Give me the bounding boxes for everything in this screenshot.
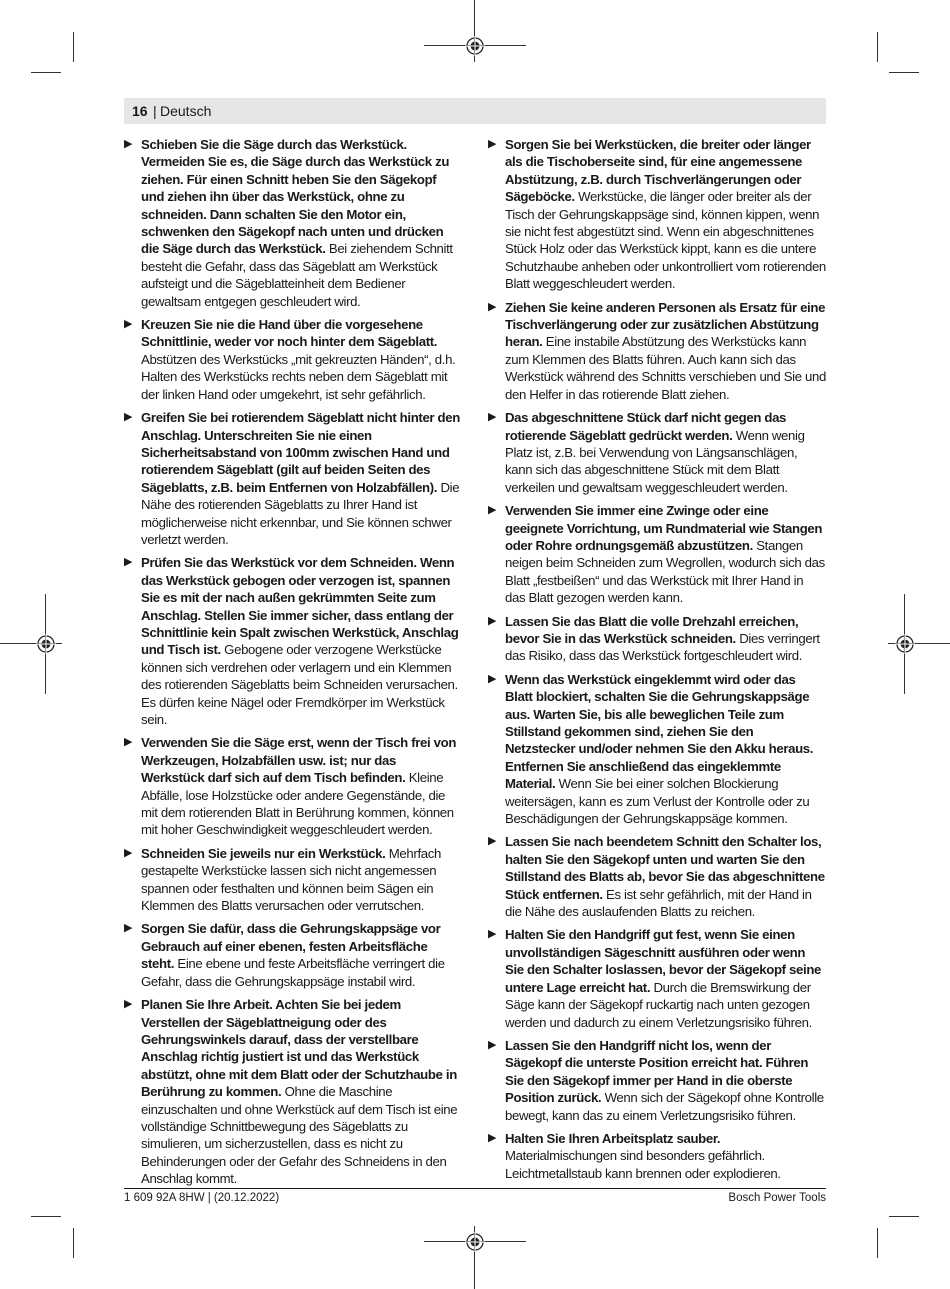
bullet-arrow-icon: ▶ — [488, 672, 497, 685]
instruction-bold-text: Sorgen Sie dafür, dass die Gehrungskappsäge vor Gebrauch auf einer ebenen, festen Arbeitsfläche steht. — [141, 921, 441, 972]
safety-instruction-item — [488, 502, 826, 606]
instruction-bold-text: Lassen Sie das Blatt die volle Drehzahl erreichen, bevor Sie in das Werkstück schneiden. — [505, 613, 799, 646]
bullet-arrow-icon: ▶ — [124, 846, 133, 859]
safety-instruction-item — [488, 833, 826, 920]
crop-mark-top-right-h — [889, 72, 919, 73]
safety-instruction-item — [124, 409, 462, 548]
instruction-body-text: Mehrfach gestapelte Werkstücke lassen sich nicht angemessen spannen oder festhalten und können beim Sägen ein Klemmen des Blatts verursachen oder verrutschen. — [141, 845, 441, 914]
bullet-arrow-icon: ▶ — [488, 138, 497, 150]
instruction-bold-text: Sorgen Sie bei Werkstücken, die breiter oder länger als die Tischoberseite sind, für eine angemessene Abstützung, z.B. durch Tischverlängerungen oder Sägeböcke. — [505, 137, 811, 205]
instruction-bold-text: Halten Sie Ihren Arbeitsplatz sauber. — [505, 1130, 721, 1146]
instruction-bold-text: Greifen Sie bei rotierendem Sägeblatt nicht hinter den Anschlag. Unterschreiten Sie nie einen Sicherheitsabstand von 100mm zwischen Hand und rotierendem Sägeblatt (gilt auf beiden Seiten des Sägeblatts, z.B. beim Entfernen von Holzabfällen). — [141, 410, 460, 495]
bullet-arrow-icon: ▶ — [488, 928, 497, 941]
bullet-arrow-icon: ▶ — [488, 835, 497, 848]
instruction-body-text: Wenn sich der Sägekopf ohne Kontrolle bewegt, kann das zu einem Verletzungsrisiko führen. — [505, 1090, 824, 1123]
instruction-body-text: Wenn Sie bei einer solchen Blockierung weitersägen, kann es zum Verlust der Kontrolle oder zu Beschädigungen der Gehrungskappsäge kommen. — [505, 776, 810, 827]
registration-mark-icon — [895, 634, 915, 654]
safety-instruction-item — [488, 1037, 826, 1124]
bullet-arrow-icon: ▶ — [124, 318, 133, 331]
instruction-bold-text: Das abgeschnittene Stück darf nicht gegen das rotierende Sägeblatt gedrückt werden. — [505, 410, 787, 443]
bullet-arrow-icon: ▶ — [488, 411, 497, 424]
instruction-body-text: Ohne die Maschine einzuschalten und ohne Werkstück auf dem Tisch ist eine vollständige Schnittbewegung des Sägeblatts zu simulieren, um sicherzustellen, dass es nicht zu Behinderungen oder der Gefahr des Schneidens in den Anschlag kommt. — [141, 1084, 458, 1187]
instruction-body-text: Durch die Bremswirkung der Säge kann der Sägekopf ruckartig nach unten gezogen werden und dadurch zu einem Verletzungsrisiko führen. — [505, 979, 812, 1030]
safety-instruction-item — [124, 920, 462, 990]
safety-instruction-item — [124, 554, 462, 728]
instruction-body-text: Dies verringert das Risiko, dass das Werkstück fortgeschleudert wird. — [505, 630, 820, 664]
crop-mark-top-left — [73, 32, 74, 62]
safety-instruction-item — [124, 734, 462, 838]
bullet-arrow-icon: ▶ — [488, 300, 497, 313]
bullet-arrow-icon: ▶ — [488, 1131, 497, 1144]
crop-mark-bottom-left — [73, 1228, 74, 1258]
crop-mark-top-right — [877, 32, 878, 62]
instruction-body-text: Wenn wenig Platz ist, z.B. bei Verwendung von Längsanschlägen, kann sich das abgeschnittene Stück mit dem Blatt verkeilen und gewaltsam weggeschleudert werden. — [505, 427, 805, 495]
footer-brand: Bosch Power Tools — [728, 1192, 826, 1204]
safety-instruction-item — [124, 136, 462, 310]
instruction-bold-text: Schieben Sie die Säge durch das Werkstück. Vermeiden Sie es, die Säge durch das Werkstück zu ziehen. Für einen Schnitt heben Sie den Sägekopf und ziehen ihn über das Werkstück, ohne zu schneiden. Dann schalten Sie den Motor ein, schwenken den Sägekopf nach unten und drücken die Säge durch das Werkstück. — [141, 137, 450, 257]
safety-instruction-item — [488, 1130, 826, 1182]
instruction-bold-text: Halten Sie den Handgriff gut fest, wenn Sie einen unvollständigen Sägeschnitt ausführen oder wenn Sie den Schalter loslassen, bevor der Sägekopf seine untere Lage erreicht hat. — [505, 927, 822, 995]
header-language: Deutsch — [160, 103, 212, 119]
registration-mark-icon — [465, 1232, 485, 1252]
instruction-body-text: Stangen neigen beim Schneiden zum Wegrollen, wodurch sich das Blatt „festbeißen“ und das Werkstück mit Ihrer Hand in das Blatt gezogen werden kann. — [505, 537, 825, 606]
registration-mark-icon — [36, 634, 56, 654]
bullet-arrow-icon: ▶ — [488, 614, 497, 627]
instruction-bold-text: Wenn das Werkstück eingeklemmt wird oder das Blatt blockiert, schalten Sie die Gehrungskappsäge aus. Warten Sie, bis alle beweglichen Teile zum Stillstand gekommen sind, ziehen Sie den Netzstecker und/oder nehmen Sie den Akku heraus. Entfernen Sie anschließend das eingeklemmte Material. — [505, 671, 814, 792]
instruction-body-text: Die Nähe des rotierenden Sägeblatts zu Ihrer Hand ist möglicherweise nicht erkennbar, und Sie können schwer verletzt werden. — [141, 479, 460, 547]
left-column — [124, 136, 462, 1194]
safety-instruction-item — [488, 926, 826, 1030]
page-header — [124, 98, 826, 124]
footer-doc-id: 1 609 92A 8HW | (20.12.2022) — [124, 1192, 280, 1204]
instruction-bold-text: Lassen Sie den Handgriff nicht los, wenn der Sägekopf die unterste Position erreicht hat. Führen Sie den Sägekopf immer per Hand in die oberste Position zurück. — [505, 1037, 809, 1106]
instruction-body-text: Materialmischungen sind besonders gefährlich. Leichtmetallstaub kann brennen oder explodieren. — [505, 1148, 781, 1181]
bullet-arrow-icon: ▶ — [488, 504, 497, 517]
bullet-arrow-icon: ▶ — [124, 736, 133, 749]
instruction-bold-text: Schneiden Sie jeweils nur ein Werkstück. — [141, 845, 386, 861]
safety-instruction-item — [488, 299, 826, 403]
bullet-arrow-icon: ▶ — [124, 922, 133, 935]
instruction-bold-text: Kreuzen Sie nie die Hand über die vorgesehene Schnittlinie, weder vor noch hinter dem Sägeblatt. — [141, 317, 438, 350]
bullet-arrow-icon: ▶ — [124, 998, 133, 1011]
bullet-arrow-icon: ▶ — [488, 1038, 497, 1051]
crop-mark-top-left-h — [31, 72, 61, 73]
safety-instruction-item — [488, 409, 826, 496]
safety-instruction-item — [124, 845, 462, 915]
bullet-arrow-icon: ▶ — [124, 411, 133, 424]
safety-instruction-item — [488, 613, 826, 665]
bullet-arrow-icon: ▶ — [124, 556, 133, 569]
header-separator: | — [153, 103, 157, 119]
crop-mark-bottom-right-h — [889, 1216, 919, 1217]
instruction-bold-text: Planen Sie Ihre Arbeit. Achten Sie bei jedem Verstellen der Sägeblattneigung oder des Gehrungswinkels darauf, dass der verstellbare Anschlag richtig justiert ist und das Werkstück abstützt, ohne mit dem Blatt oder der Schutzhaube in Berührung zu kommen. — [141, 997, 457, 1100]
footer-rule — [124, 1188, 826, 1189]
crop-mark-bottom-right — [877, 1228, 878, 1258]
bullet-arrow-icon: ▶ — [124, 138, 133, 150]
instruction-bold-text: Verwenden Sie die Säge erst, wenn der Tisch frei von Werkzeugen, Holzabfällen usw. ist; nur das Werkstück darf sich auf dem Tisch befinden. — [141, 735, 457, 786]
instruction-body-text: Werkstücke, die länger oder breiter als der Tisch der Gehrungskappsäge sind, können kippen, wenn sie nicht fest abgestützt sind. Wenn ein abgeschnittenes Stück Holz oder das Werkstück kippt, kann es die untere Schutzhaube anheben oder unkontrolliert vom rotierenden Blatt weggeschleudert werden. — [505, 189, 826, 292]
instruction-body-text: Es ist sehr gefährlich, mit der Hand in die Nähe des auslaufenden Blatts zu reichen. — [505, 886, 812, 920]
safety-instruction-item — [488, 671, 826, 828]
registration-mark-icon — [465, 36, 485, 56]
instruction-bold-text: Ziehen Sie keine anderen Personen als Ersatz für eine Tischverlängerung oder zur zusätzlichen Abstützung heran. — [505, 299, 826, 350]
instruction-body-text: Bei ziehendem Schnitt besteht die Gefahr, dass das Sägeblatt am Werkstück aufsteigt und die Sägeblatteinheit dem Bediener gewaltsam entgegen geschleudert wird. — [141, 241, 453, 309]
instruction-bold-text: Lassen Sie nach beendetem Schnitt den Schalter los, halten Sie den Sägekopf unten und warten Sie den Stillstand des Blatts ab, bevor Sie das abgeschnittene Stück entfernen. — [505, 834, 825, 902]
instruction-body-text: Eine instabile Abstützung des Werkstücks kann zum Klemmen des Blatts führen. Auch kann sich das Werkstück während des Schnitts verschieben und Sie und den Helfer in das rotierende Blatt ziehen. — [505, 334, 826, 402]
safety-instruction-item — [124, 316, 462, 403]
safety-instruction-item — [124, 996, 462, 1187]
instruction-body-text: Eine ebene und feste Arbeitsfläche verringert die Gefahr, dass die Gehrungskappsäge instabil wird. — [141, 956, 445, 989]
right-column — [488, 136, 826, 1188]
instruction-body-text: Kleine Abfälle, lose Holzstücke oder andere Gegenstände, die mit dem rotierenden Blatt in Berührung kommen, können mit hoher Geschwindigkeit weggeschleudert werden. — [141, 770, 454, 838]
instruction-body-text: Gebogene oder verzogene Werkstücke können sich verdrehen oder verlagern und ein Klemmen des rotierenden Sägeblatts beim Schneiden verursachen. Es dürfen keine Nägel oder Fremdkörper im Werkstück sein. — [141, 642, 458, 727]
instruction-bold-text: Verwenden Sie immer eine Zwinge oder eine geeignete Vorrichtung, um Rundmaterial wie Stangen oder Rohre ordnungsgemäß abzustützen. — [505, 503, 823, 553]
page-number: 16 — [132, 103, 148, 119]
instruction-body-text: Abstützen des Werkstücks „mit gekreuzten Händen“, d.h. Halten des Werkstücks rechts neben dem Sägeblatt mit der linken Hand oder umgekehrt, ist sehr gefährlich. — [141, 351, 456, 402]
instruction-bold-text: Prüfen Sie das Werkstück vor dem Schneiden. Wenn das Werkstück gebogen oder verzogen ist, spannen Sie es mit der nach außen gekrümmten Seite zum Anschlag. Stellen Sie immer sicher, dass entlang der Schnittlinie kein Spalt zwischen Werkstück, Anschlag und Tisch ist. — [141, 555, 459, 658]
safety-instruction-item — [488, 136, 826, 293]
crop-mark-bottom-left-h — [31, 1216, 61, 1217]
